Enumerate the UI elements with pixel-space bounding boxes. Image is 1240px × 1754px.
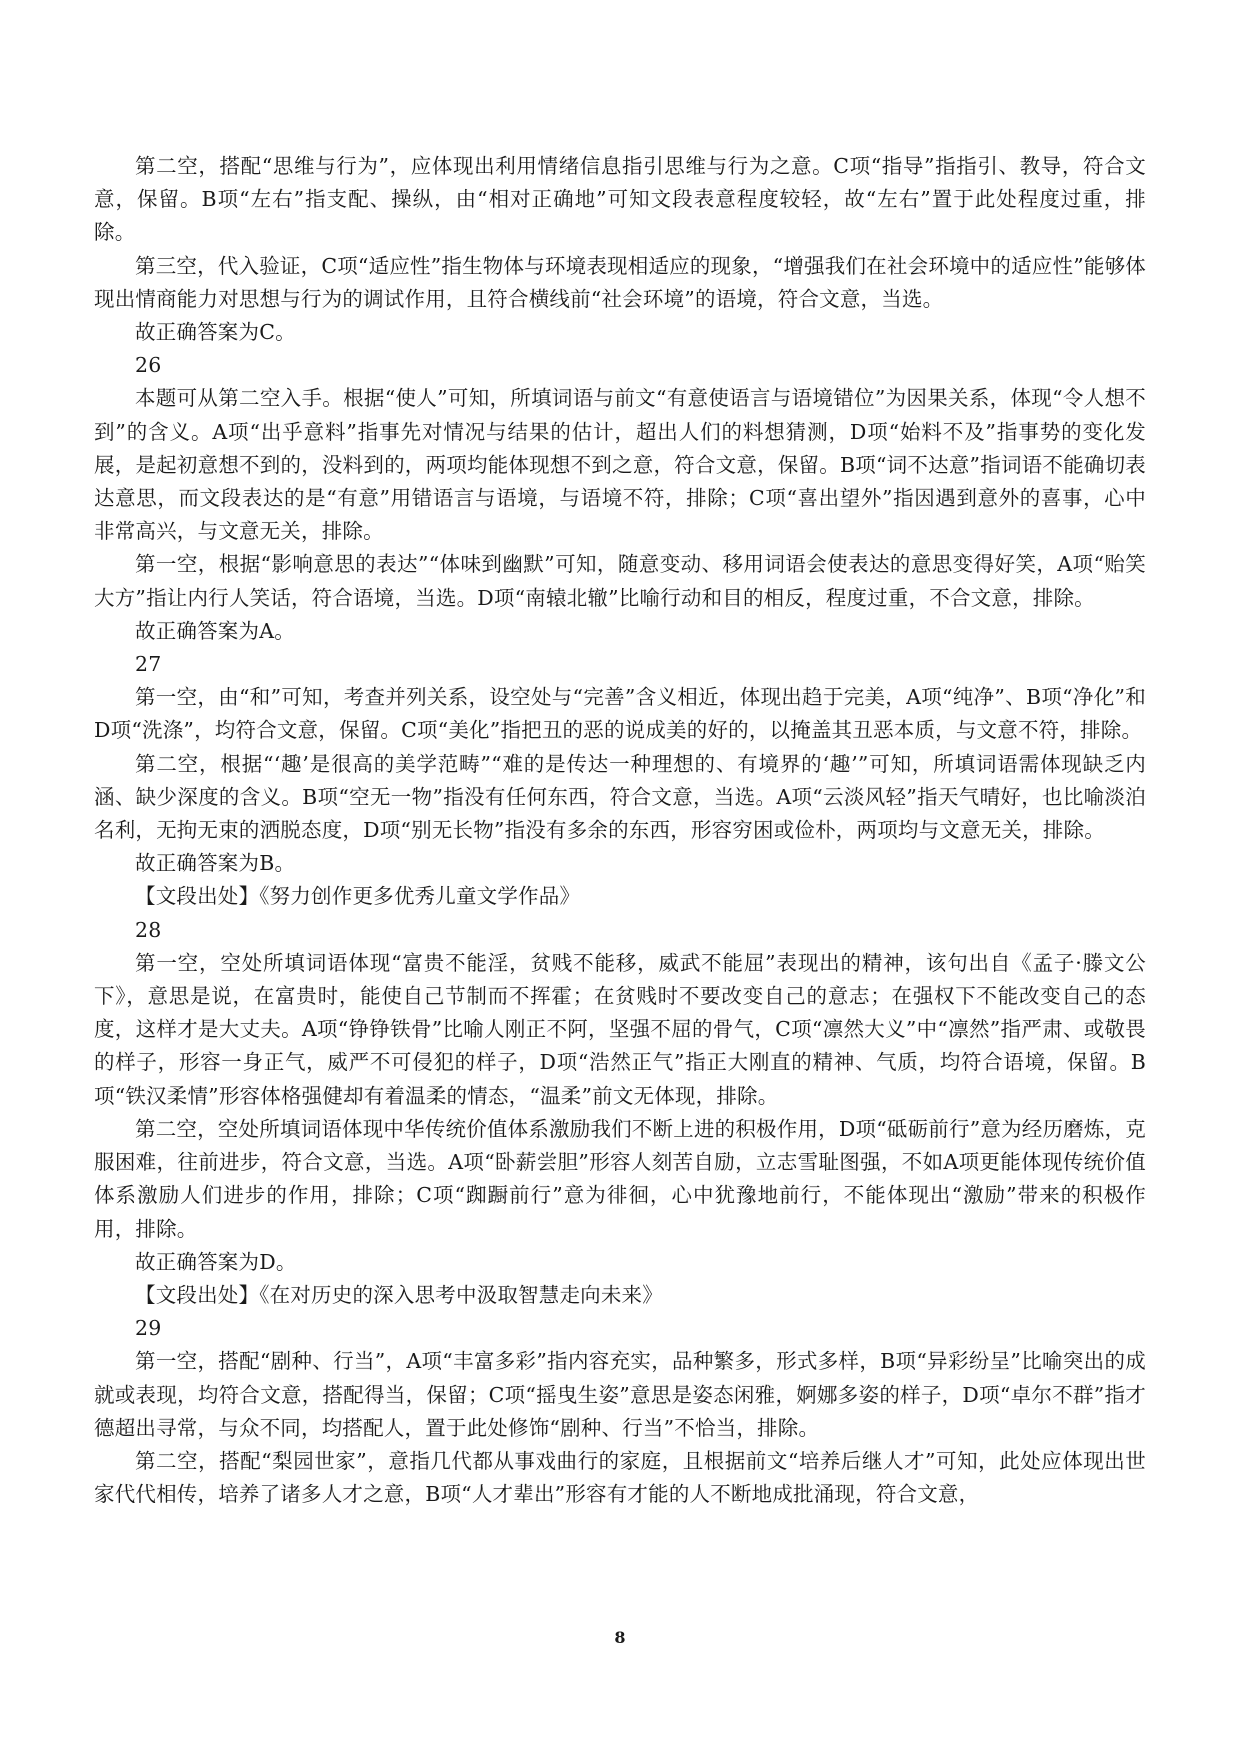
page-content [94, 150, 1146, 1511]
paragraph-q27-blank2: 第二空，根据“‘趣’是很高的美学范畴”“难的是传达一种理想的、有境界的‘趣’”可知，所填词语需体现缺乏内涵、缺少深度的含义。B项“空无一物”指没有任何东西，符合文意，当选。A项“云淡风轻”指天气晴好，也比喻淡泊名利，无拘无束的洒脱态度，D项“别无长物”指没有多余的东西，形容穷困或俭朴，两项均与文意无关，排除。 [94, 751, 1146, 843]
source-q27: 【文段出处】《努力创作更多优秀儿童文学作品》 [135, 884, 581, 909]
paragraph-q25-blank2: 第二空，搭配“思维与行为”，应体现出利用情绪信息指引思维与行为之意。C项“指导”指指引、教导，符合文意，保留。B项“左右”指支配、操纵，由“相对正确地”可知文段表意程度较轻，故“左右”置于此处程度过重，排除。 [94, 154, 1146, 245]
question-number-26: 26 [135, 353, 162, 378]
paragraph-q27-blank1: 第一空，由“和”可知，考查并列关系，设空处与“完善”含义相近，体现出趋于完美，A项“纯净”、B项“净化”和D项“洗涤”，均符合文意，保留。C项“美化”指把丑的恶的说成美的好的，以掩盖其丑恶本质，与文意不符，排除。 [94, 685, 1146, 743]
page-number: 8 [614, 1628, 626, 1647]
question-number-27: 27 [135, 652, 162, 677]
source-q28: 【文段出处】《在对历史的深入思考中汲取智慧走向未来》 [135, 1282, 663, 1307]
paragraph-q29-blank1: 第一空，搭配“剧种、行当”，A项“丰富多彩”指内容充实，品种繁多，形式多样，B项“异彩纷呈”比喻突出的成就或表现，均符合文意，搭配得当，保留；C项“摇曳生姿”意思是姿态闲雅，婀娜多姿的样子，D项“卓尔不群”指才德超出寻常，与众不同，均搭配人，置于此处修饰“剧种、行当”不恰当，排除。 [94, 1349, 1146, 1440]
paragraph-q29-blank2: 第二空，搭配“梨园世家”，意指几代都从事戏曲行的家庭，且根据前文“培养后继人才”可知，此处应体现出世家代代相传，培养了诸多人才之意，B项“人才辈出”形容有才能的人不断地成批涌现，符合文意， [94, 1448, 1146, 1507]
paragraph-q28-blank2: 第二空，空处所填词语体现中华传统价值体系激励我们不断上进的积极作用，D项“砥砺前行”意为经历磨炼，克服困难，往前进步，符合文意，当选。A项“卧薪尝胆”形容人刻苦自励，立志雪耻图强，不如A项更能体现传统价值体系激励人们进步的作用，排除；C项“踟蹰前行”意为徘徊，心中犹豫地前行，不能体现出“激励”带来的积极作用，排除。 [94, 1116, 1146, 1241]
question-number-28: 28 [135, 917, 162, 942]
paragraph-q25-blank3: 第三空，代入验证，C项“适应性”指生物体与环境表现相适应的现象，“增强我们在社会环境中的适应性”能够体现出情商能力对思想与行为的调试作用，且符合横线前“社会环境”的语境，符合文意，当选。 [94, 253, 1146, 311]
paragraph-q26-intro: 本题可从第二空入手。根据“使人”可知，所填词语与前文“有意使语言与语境错位”为因果关系，体现“令人想不到”的含义。A项“出乎意料”指事先对情况与结果的估计，超出人们的料想猜测，D项“始料不及”指事势的变化发展，是起初意想不到的，没料到的，两项均能体现想不到之意，符合文意，保留。B项“词不达意”指词语不能确切表达意思，而文段表达的是“有意”用错语言与语境，与语境不符，排除；C项“喜出望外”指因遇到意外的喜事，心中非常高兴，与文意无关，排除。 [94, 386, 1146, 544]
paragraph-q28-blank1: 第一空，空处所填词语体现“富贵不能淫，贫贱不能移，威武不能屈”表现出的精神，该句出自《孟子·滕文公下》，意思是说，在富贵时，能使自己节制而不挥霍；在贫贱时不要改变自己的意志；在强权下不能改变自己的态度，这样才是大丈夫。A项“铮铮铁骨”比喻人刚正不阿，坚强不屈的骨气，C项“凛然大义”中“凛然”指严肃、或敬畏的样子，形容一身正气，威严不可侵犯的样子，D项“浩然正气”指正大刚直的精神、气质，均符合语境，保留。B项“铁汉柔情”形容体格强健却有着温柔的情态，“温柔”前文无体现，排除。 [94, 950, 1146, 1108]
answer-q27: 故正确答案为B。 [135, 851, 296, 876]
answer-q26: 故正确答案为A。 [135, 618, 295, 643]
answer-q28: 故正确答案为D。 [135, 1249, 297, 1274]
answer-q25: 故正确答案为C。 [135, 320, 296, 345]
paragraph-q26-blank1: 第一空，根据“影响意思的表达”“体味到幽默”可知，随意变动、移用词语会使表达的意思变得好笑，A项“贻笑大方”指让内行人笑话，符合语境，当选。D项“南辕北辙”比喻行动和目的相反，程度过重，不合文意，排除。 [94, 552, 1146, 610]
question-number-29: 29 [135, 1316, 162, 1341]
